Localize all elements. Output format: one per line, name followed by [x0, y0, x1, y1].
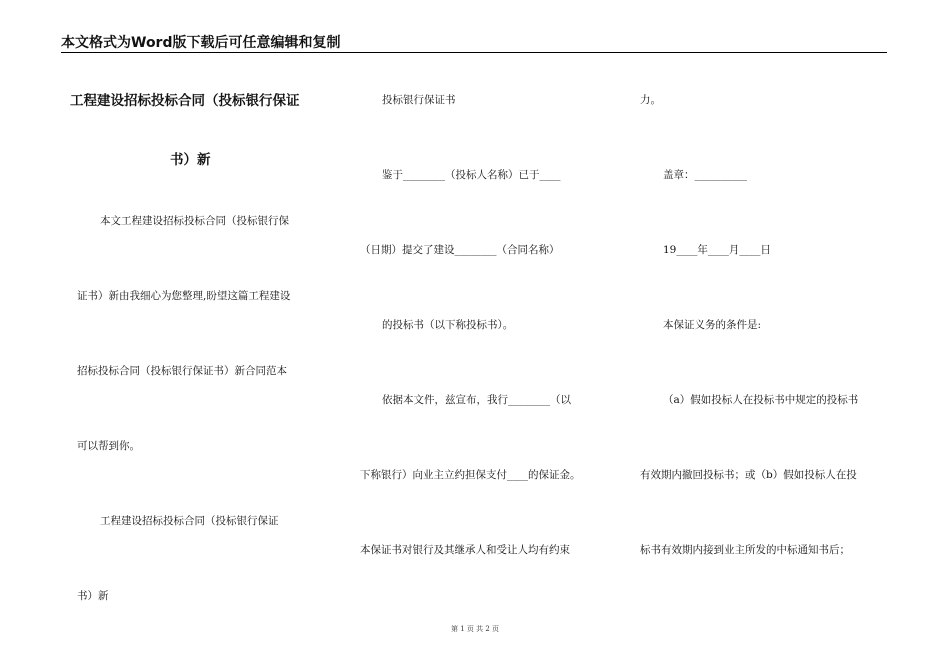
header-divider	[61, 52, 887, 53]
document-title-line-2: 书）新	[170, 152, 211, 168]
right-line-3: 19____年____月____日	[663, 244, 771, 256]
middle-line-2: 鉴于________（投标人名称）已于____	[382, 169, 561, 181]
right-line-2: 盖章：__________	[663, 169, 747, 181]
right-line-6: 有效期内撤回投标书；或（b）假如投标人在投	[640, 469, 857, 481]
middle-line-4: 的投标书（以下称投标书）。	[382, 319, 514, 331]
page-header: 本文格式为Word版下载后可任意编辑和复制	[61, 35, 341, 51]
left-paragraph-line-2: 证书）新由我细心为您整理,盼望这篇工程建设	[77, 290, 291, 302]
page-number: 第 1 页 共 2 页	[450, 625, 500, 633]
left-paragraph-line-3: 招标投标合同（投标银行保证书）新合同范本	[77, 365, 287, 377]
right-line-1: 力。	[640, 94, 661, 106]
right-line-7: 标书有效期内接到业主所发的中标通知书后；	[640, 544, 850, 556]
document-title-line-1: 工程建设招标投标合同（投标银行保证	[70, 93, 300, 109]
left-paragraph-line-6: 书）新	[77, 590, 109, 602]
middle-line-5: 依据本文件，兹宣布，我行________（以	[382, 394, 571, 406]
middle-line-3: （日期）提交了建设________（合同名称）	[360, 244, 560, 256]
left-paragraph-line-5: 工程建设招标投标合同（投标银行保证	[100, 515, 279, 527]
left-paragraph-line-4: 可以帮到你。	[77, 440, 140, 452]
left-paragraph-line-1: 本文工程建设招标投标合同（投标银行保	[100, 215, 289, 227]
middle-line-1: 投标银行保证书	[382, 94, 456, 106]
middle-line-7: 本保证书对银行及其继承人和受让人均有约束	[360, 544, 570, 556]
right-line-4: 本保证义务的条件是:	[663, 319, 762, 331]
right-line-5: （a）假如投标人在投标书中规定的投标书	[663, 394, 859, 406]
middle-line-6: 下称银行）向业主立约担保支付____的保证金。	[360, 469, 581, 481]
